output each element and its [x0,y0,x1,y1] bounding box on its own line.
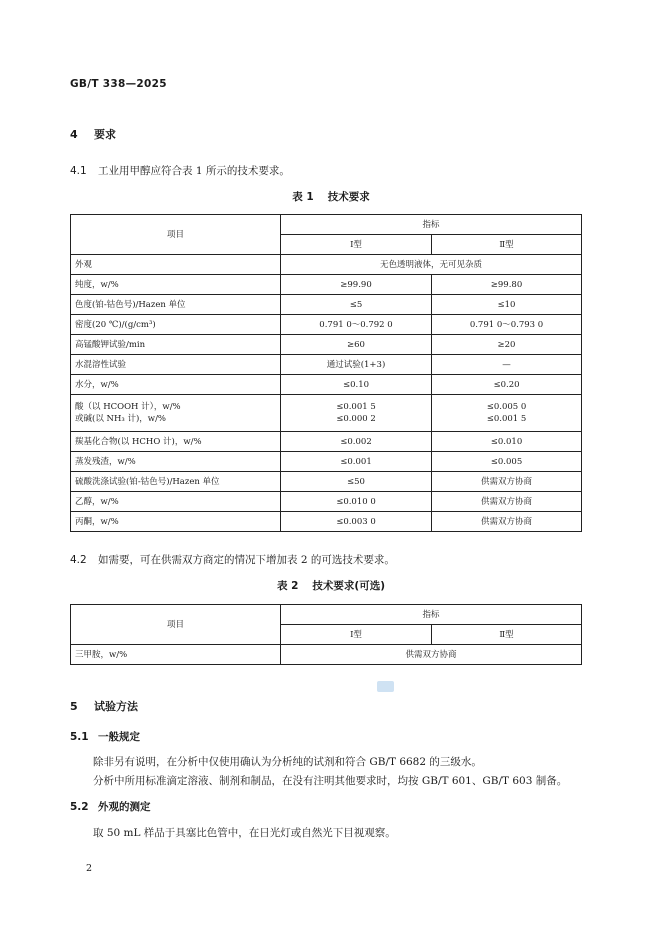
standard-number-header: GB/T 338—2025 [70,78,167,90]
table-2-caption [0,578,662,593]
item-cell: 乙醇，w/% [71,492,281,512]
type2-value-cell: ≤0.20 [432,375,582,395]
item-cell: 色度(铂-钴色号)/Hazen 单位 [71,295,281,315]
clause-number: 4.2 [70,554,87,566]
type1-value-cell: ≤0.003 0 [281,512,432,532]
item-cell: 外观 [71,255,281,275]
header-item-cell: 项目 [71,215,281,255]
section-title: 要求 [94,128,116,141]
clause-text: 如需要，可在供需双方商定的情况下增加表 2 的可选技术要求。 [98,554,395,566]
acid-type1-value: ≤0.001 5 [336,402,376,412]
type2-value-cell: — [432,355,582,375]
table-2 [70,604,582,665]
header-type2-cell: Ⅱ型 [432,625,582,645]
clause-4-2 [70,552,395,567]
type2-value-cell: ≥99.80 [432,275,582,295]
table-row [71,335,582,355]
table-title: 技术要求(可选) [312,580,386,592]
header-item-cell: 项目 [71,605,281,645]
type1-value-cell: ≤0.010 0 [281,492,432,512]
table-row [71,512,582,532]
paragraph-5-2: 取 50 mL 样品于具塞比色管中，在日光灯或自然光下目视观察。 [93,827,396,839]
table-label: 表 1 [292,191,314,203]
table-label: 表 2 [276,580,299,592]
section-4-heading [70,126,116,142]
table-row [71,645,582,665]
type1-value-cell: ≤0.002 [281,432,432,452]
subsection-title: 外观的测定 [98,801,151,813]
table-header-row [71,215,582,235]
subsection-number: 5.1 [70,731,89,743]
item-cell: 硫酸洗涤试验(铂-钴色号)/Hazen 单位 [71,472,281,492]
table-row [71,355,582,375]
type2-value-cell [432,395,582,432]
table-row [71,255,582,275]
clause-number: 4.1 [70,165,87,177]
type1-value-cell: 0.791 0～0.792 0 [281,315,432,335]
header-type2-cell: Ⅱ型 [432,235,582,255]
type1-value-cell: 通过试验(1+3) [281,355,432,375]
item-cell: 蒸发残渣，w/% [71,452,281,472]
table-1 [70,214,582,532]
table-row [71,275,582,295]
section-5-heading [70,698,138,714]
type1-value-cell [281,395,432,432]
item-cell: 丙酮，w/% [71,512,281,532]
header-type1-cell: Ⅰ型 [281,625,432,645]
table-1-caption [0,189,662,204]
paragraph-5-1-b: 分析中所用标准滴定溶液、制剂和制品，在没有注明其他要求时，均按 GB/T 601、GB/T 603 制备。 [93,775,568,787]
alkali-item: 或碱(以 NH₃ 计)，w/% [75,414,167,424]
type2-value-cell: 供需双方协商 [432,492,582,512]
acid-type2-value: ≤0.005 0 [486,402,527,412]
table-row [71,472,582,492]
item-cell: 高锰酸钾试验/min [71,335,281,355]
subsection-5-2-heading [70,799,151,814]
merged-value-cell: 无色透明液体，无可见杂质 [281,255,582,275]
table-row [71,295,582,315]
section-number: 4 [70,128,78,141]
table-row [71,452,582,472]
section-title: 试验方法 [94,700,138,713]
table-title: 技术要求 [327,191,370,203]
header-index-cell: 指标 [281,605,582,625]
table-row [71,432,582,452]
clause-text: 工业用甲醇应符合表 1 所示的技术要求。 [98,165,290,177]
table-row-acid-alkali [71,395,582,432]
item-cell: 三甲胺，w/% [71,645,281,665]
alkali-type2-value: ≤0.001 5 [486,414,527,424]
header-type1-cell: Ⅰ型 [281,235,432,255]
table-row [71,492,582,512]
merged-value-cell: 供需双方协商 [281,645,582,665]
subsection-title: 一般规定 [98,731,140,743]
watermark-logo [377,681,394,692]
type1-value-cell: ≤0.001 [281,452,432,472]
subsection-number: 5.2 [70,801,89,813]
clause-4-1 [70,163,290,178]
type2-value-cell: 供需双方协商 [432,512,582,532]
page-number: 2 [86,863,93,874]
item-cell: 羰基化合物(以 HCHO 计)，w/% [71,432,281,452]
type2-value-cell: ≥20 [432,335,582,355]
acid-item: 酸（以 HCOOH 计），w/% [75,402,181,412]
item-cell: 水混溶性试验 [71,355,281,375]
item-cell: 密度(20 ℃)/(g/cm³) [71,315,281,335]
type2-value-cell: ≤0.010 [432,432,582,452]
table-row [71,315,582,335]
type1-value-cell: ≤0.10 [281,375,432,395]
paragraph-5-1-a: 除非另有说明，在分析中仅使用确认为分析纯的试剂和符合 GB/T 6682 的三级水。 [93,756,482,768]
table-row [71,375,582,395]
subsection-5-1-heading [70,729,140,744]
header-index-cell: 指标 [281,215,582,235]
item-cell: 水分，w/% [71,375,281,395]
type1-value-cell: ≥60 [281,335,432,355]
table-header-row [71,605,582,625]
section-number: 5 [70,700,78,713]
item-cell [71,395,281,432]
type1-value-cell: ≥99.90 [281,275,432,295]
type2-value-cell: ≤0.005 [432,452,582,472]
type1-value-cell: ≤5 [281,295,432,315]
alkali-type1-value: ≤0.000 2 [336,414,376,424]
type2-value-cell: 0.791 0～0.793 0 [432,315,582,335]
type2-value-cell: ≤10 [432,295,582,315]
type2-value-cell: 供需双方协商 [432,472,582,492]
type1-value-cell: ≤50 [281,472,432,492]
item-cell: 纯度，w/% [71,275,281,295]
